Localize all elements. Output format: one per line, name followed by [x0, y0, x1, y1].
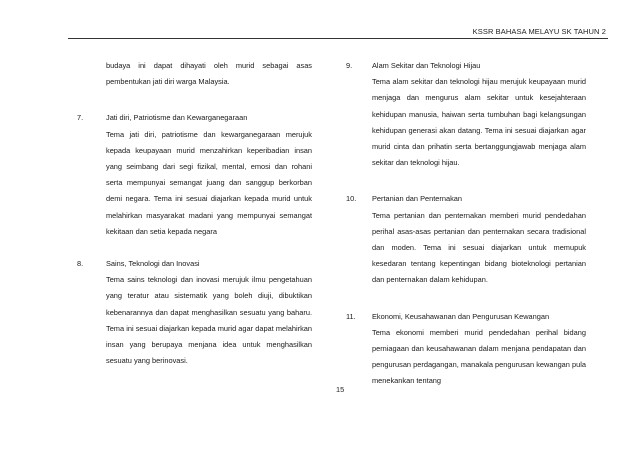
- section-10: [346, 191, 586, 288]
- section-heading: Alam Sekitar dan Teknologi Hijau: [372, 61, 481, 70]
- section-number: 8.: [77, 259, 84, 269]
- section-body: Tema pertanian dan penternakan memberi murid pendedahan perihal asas-asas pertanian dan penternakan secara tradisional dan moden. Tema ini sesuai diajarkan untuk memupuk kesedaran tentang kepentingan bidang bioteknologi pertanian dan penternakan dalam kehidupan.: [372, 210, 586, 285]
- section-heading: Sains, Teknologi dan Inovasi: [106, 259, 200, 269]
- section-heading: Ekonomi, Keusahawanan dan Pengurusan Kewangan: [372, 311, 550, 321]
- page-number: 15: [336, 385, 345, 394]
- section-number: 11.: [346, 311, 356, 321]
- section-heading: Jati diri, Patriotisme dan Kewarganegaraan: [106, 113, 248, 123]
- section-8: [77, 256, 312, 369]
- section-number: 9.: [346, 61, 353, 70]
- section-body: Tema ekonomi memberi murid pendedahan perihal bidang perniagaan dan keusahawanan dalam menjana pendapatan dan pengurusan perdagangan, manakala pengurusan kewangan pula menekankan tentang: [372, 327, 586, 386]
- section-number: 7.: [77, 113, 84, 123]
- section-body: Tema jati diri, patriotisme dan kewarganegaraan merujuk kepada keupayaan murid menzahirkan keperibadian insan yang seimbang dari segi fizikal, mental, emosi dan rohani serta mempunyai semangat juang dan sanggup berkorban demi negara. Tema ini sesuai diajarkan kepada murid untuk melahirkan masyarakat madani yang mempunyai semangat kekitaan dan setia kepada negara: [106, 129, 312, 236]
- left-column: [77, 58, 312, 369]
- page-header-title: KSSR BAHASA MELAYU SK TAHUN 2: [472, 27, 606, 36]
- section-7: [77, 110, 312, 240]
- section-number: 10.: [346, 194, 357, 204]
- section-11: [346, 309, 586, 390]
- section-body: Tema sains teknologi dan inovasi merujuk ilmu pengetahuan yang teratur atau sistematik yang boleh diuji, dibuktikan kebenarannya dan dapat menghasilkan sesuatu yang baharu. Tema ini sesuai diajarkan kepada murid agar dapat melahirkan insan yang berupaya menjana idea untuk menghasilkan sesuatu yang berinovasi.: [106, 275, 312, 366]
- right-column: [346, 58, 586, 390]
- header-divider: [68, 38, 608, 39]
- intro-paragraph: budaya ini dapat dihayati oleh murid sebagai asas pembentukan jati diri warga Malaysia.: [106, 61, 312, 87]
- section-body: Tema alam sekitar dan teknologi hijau merujuk keupayaan murid menjaga dan mengurus alam sekitar untuk kesejahteraan kehidupan manusia, haiwan serta tumbuhan bagi kelangsungan kehidupan generasi akan datang. Tema ini sesuai diajarkan agar murid cinta dan prihatin serta bertanggungjawab menjaga alam sekitar dan teknologi hijau.: [372, 77, 586, 168]
- intro-continuation: [80, 58, 312, 90]
- section-heading: Pertanian dan Penternakan: [372, 194, 462, 204]
- section-9: [346, 58, 586, 171]
